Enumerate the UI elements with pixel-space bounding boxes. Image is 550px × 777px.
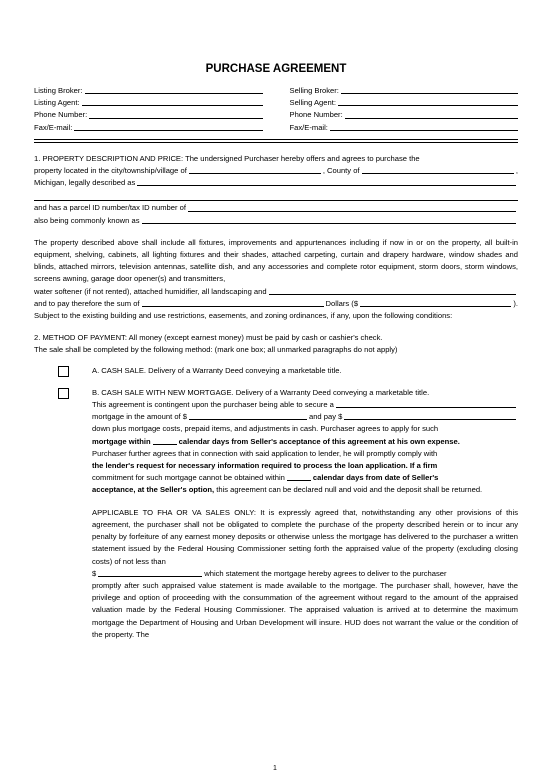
listing-agent-label: Listing Agent: [34,98,80,108]
document-page [34,62,518,641]
legal-description-extra-blank[interactable] [34,189,518,201]
cash-sale-checkbox[interactable] [58,366,69,377]
known-as-label: also being commonly known as [34,215,140,225]
selling-agent-field[interactable] [290,97,519,109]
commitment-days-text: calendar days from date of Seller's [312,473,439,483]
down-payment-blank[interactable] [344,411,516,420]
mortgage-contingent-line [92,399,518,411]
legal-description-line [34,177,518,189]
option-cash-sale [34,365,518,377]
price-dollars-label: Dollars ($ [325,298,359,308]
section-2-heading [34,332,518,344]
mortgage-within-label: mortgage within [92,436,151,446]
listing-agent-field[interactable] [34,97,263,109]
appraised-value-dollar: $ [92,568,97,578]
listing-fax-blank[interactable] [74,122,262,131]
commitment-label: commitment for such mortgage cannot be obtained within [92,473,285,483]
lender-compliance-text: Purchaser further agrees that in connection with said application to lender, he will promptly comply with [92,448,438,458]
county-comma: , [515,166,518,176]
county-blank[interactable] [362,165,514,174]
section-2-title: 2. METHOD OF PAYMENT: All money (except earnest money) must be paid by cash or cashier's check. [34,333,383,343]
mortgage-type-blank[interactable] [336,399,516,408]
down-payment-label: and pay $ [308,412,343,422]
city-blank[interactable] [189,165,321,174]
price-words-blank[interactable] [142,298,324,307]
listing-phone-field[interactable] [34,109,263,121]
listing-phone-label: Phone Number: [34,110,88,120]
price-line [34,298,518,310]
appraised-value-text: which statement the mortgage hereby agrees to deliver to the purchaser [204,568,447,578]
commitment-days-blank[interactable] [287,472,311,481]
broker-info [34,85,518,134]
known-as-line [34,215,518,227]
lender-request-bold: the lender's request for necessary information required to process the loan application. If a firm [92,461,438,471]
selling-broker-field[interactable] [290,85,519,97]
fha-va-paragraph: APPLICABLE TO FHA OR VA SALES ONLY: It is expressly agreed that, notwithstanding any other provisions of this agreement, the purchaser shall not be obligated to complete the purchase of the property described herein or to incur any penalty by forfeiture of any earnest money deposits or otherwise unless the mortgage has delivered to the purchaser a written statement issued by the Federal Housing Commissioner setting forth the appraised value of the property (excluding closing costs) of not less than [92,507,518,566]
mortgage-amount-line [92,411,518,423]
apply-days-blank[interactable] [153,436,177,445]
null-void-rest: this agreement can be declared null and void and the deposit shall be returned. [214,485,483,495]
restrictions-paragraph: Subject to the existing building and use restrictions, easements, and zoning ordinances, if any, upon the following conditions: [34,311,453,321]
selling-broker-label: Selling Broker: [289,86,339,95]
price-dollars-blank[interactable] [360,298,511,307]
landscaping-label: water softener (if not rented), attached humidifier, all landscaping and [34,286,267,296]
page-number: 1 [273,765,277,772]
selling-phone-label: Phone Number: [289,110,343,120]
listing-broker-field[interactable] [34,85,263,97]
parcel-id-line [34,202,518,214]
divider-top [34,139,518,140]
listing-phone-blank[interactable] [89,109,262,118]
landscaping-blank[interactable] [269,286,516,295]
seller-option-bold: acceptance, at the Seller's option, [92,485,215,495]
section-1 [34,153,518,322]
listing-broker-label: Listing Broker: [34,86,83,95]
cash-sale-text: A. CASH SALE. Delivery of a Warranty Deed conveying a marketable title. [92,365,342,375]
null-void-text [92,484,518,496]
price-close: ). [513,298,518,308]
lender-request-text [92,460,518,472]
apply-days-text: calendar days from Seller's acceptance of this agreement at his own expense. [178,436,460,446]
commitment-days-line [92,472,518,484]
selling-fax-label: Fax/E-mail: [289,122,328,132]
selling-phone-field[interactable] [290,109,519,121]
mortgage-days-line [92,436,518,448]
selling-agent-blank[interactable] [338,97,518,106]
divider-bottom [34,142,518,143]
parcel-id-blank[interactable] [188,202,516,211]
option-new-mortgage [34,387,518,641]
appraised-value-blank[interactable] [98,568,202,577]
legal-description-blank[interactable] [137,177,516,186]
legal-description-label: Michigan, legally described as [34,178,136,188]
mortgage-amount-blank[interactable] [189,411,307,420]
document-title: PURCHASE AGREEMENT [205,63,347,75]
property-location-line [34,165,518,177]
fha-va-continued: promptly after such appraised value statement is made available to the mortgage. The purchaser shall, however, have the privilege and option of proceeding with the consummation of the agreement without regard to the amount of the appraised valuation made by the Federal Housing Commissioner. The appraised valuation is arrived at to determine the maximum mortgage the Department of Housing and Urban Development will insure. HUD does not warrant the value or the condition of the property. The [92,580,518,639]
new-mortgage-title: B. CASH SALE WITH NEW MORTGAGE. Delivery of a Warranty Deed conveying a marketable title. [92,387,430,397]
appraised-value-line [92,568,518,580]
selling-agent-label: Selling Agent: [289,98,336,108]
selling-broker-blank[interactable] [341,85,518,94]
listing-broker-blank[interactable] [85,85,263,94]
price-words-label: and to pay therefore the sum of [34,298,140,308]
selling-fax-blank[interactable] [330,122,518,131]
county-label: , County of [322,166,360,176]
fixtures-paragraph: The property described above shall include all fixtures, improvements and appurtenances including if now in or on the property, all built-in equipment, shelving, cabinets, all lighting fixtures and their shades, attached carpeting, curtain and drapery hardware, window shades and blinds, attached mirrors, television antennas, satellite dish, and any accessories and complete rotor equipment, storm doors, storm windows, screens awning, garage door opener(s) and transmitters, [34,237,518,284]
selling-fax-field[interactable] [290,122,519,134]
section-2 [34,332,518,641]
listing-fax-label: Fax/E-mail: [34,122,73,132]
known-as-blank[interactable] [142,215,516,224]
listing-agent-blank[interactable] [82,97,263,106]
section-2-instructions: The sale shall be completed by the following method: (mark one box; all unmarked paragraphs do not apply) [34,345,398,355]
landscaping-line [34,286,518,298]
new-mortgage-checkbox[interactable] [58,388,69,399]
selling-phone-blank[interactable] [345,109,518,118]
mortgage-contingent-label: This agreement is contingent upon the purchaser being able to secure a [92,400,334,410]
mortgage-amount-label: mortgage in the amount of $ [92,412,187,422]
section-1-heading: 1. PROPERTY DESCRIPTION AND PRICE: The undersigned Purchaser hereby offers and agrees to purchase the [34,153,420,163]
parcel-id-label: and has a parcel ID number/tax ID number of [34,203,186,213]
city-label: property located in the city/township/village of [34,166,187,176]
listing-fax-field[interactable] [34,122,263,134]
down-payment-text: down plus mortgage costs, prepaid items, and adjustments in cash. Purchaser agrees to apply for such [92,424,439,434]
